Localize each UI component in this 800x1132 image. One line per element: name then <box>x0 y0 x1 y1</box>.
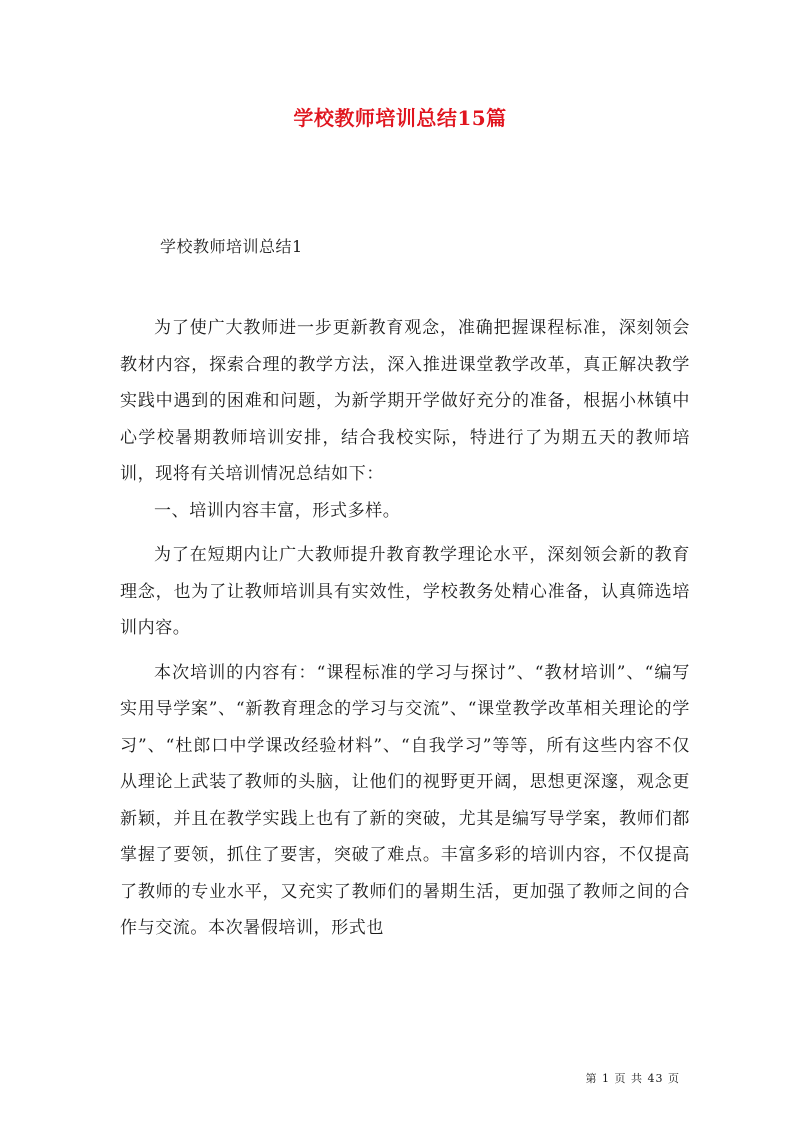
document-title: 学校教师培训总结15篇 <box>293 106 507 130</box>
paragraph-subheading: 一、培训内容丰富，形式多样。 <box>154 500 401 521</box>
paragraph-training-content: 本次培训的内容有：“课程标准的学习与探讨”、“教材培训”、“编写实用导学案”、“新教育理念的学习与交流”、“课堂教学改革相关理论的学习”、“杜郎口中学课改经验材料”、“自我学习”等等，所有这些内容不仅从理论上武装了教师的头脑，让他们的视野更开阔，思想更深邃，观念更新颖，并且在教学实践上也有了新的突破，尤其是编写导学案，教师们都掌握了要领，抓住了要害，突破了难点。丰富多彩的培训内容，不仅提高了教师的专业水平，又充实了教师们的暑期生活，更加强了教师之间的合作与交流。本次暑假培训，形式也 <box>120 662 690 938</box>
paragraph-training-goal: 为了在短期内让广大教师提升教育教学理论水平，深刻领会新的教育理念，也为了让教师培训具有实效性，学校教务处精心准备，认真筛选培训内容。 <box>120 545 690 638</box>
section-heading: 学校教师培训总结1 <box>160 237 303 256</box>
paragraph-intro: 为了使广大教师进一步更新教育观念，准确把握课程标准，深刻领会教材内容，探索合理的教学方法，深入推进课堂教学改革，真正解决教学实践中遇到的困难和问题，为新学期开学做好充分的准备，根据小林镇中心学校暑期教师培训安排，结合我校实际，特进行了为期五天的教师培训，现将有关培训情况总结如下： <box>120 318 690 484</box>
page-number-text: 第 1 页 共 43 页 <box>585 1072 680 1085</box>
document-body <box>120 310 690 955</box>
page-number-footer <box>0 1070 800 1086</box>
